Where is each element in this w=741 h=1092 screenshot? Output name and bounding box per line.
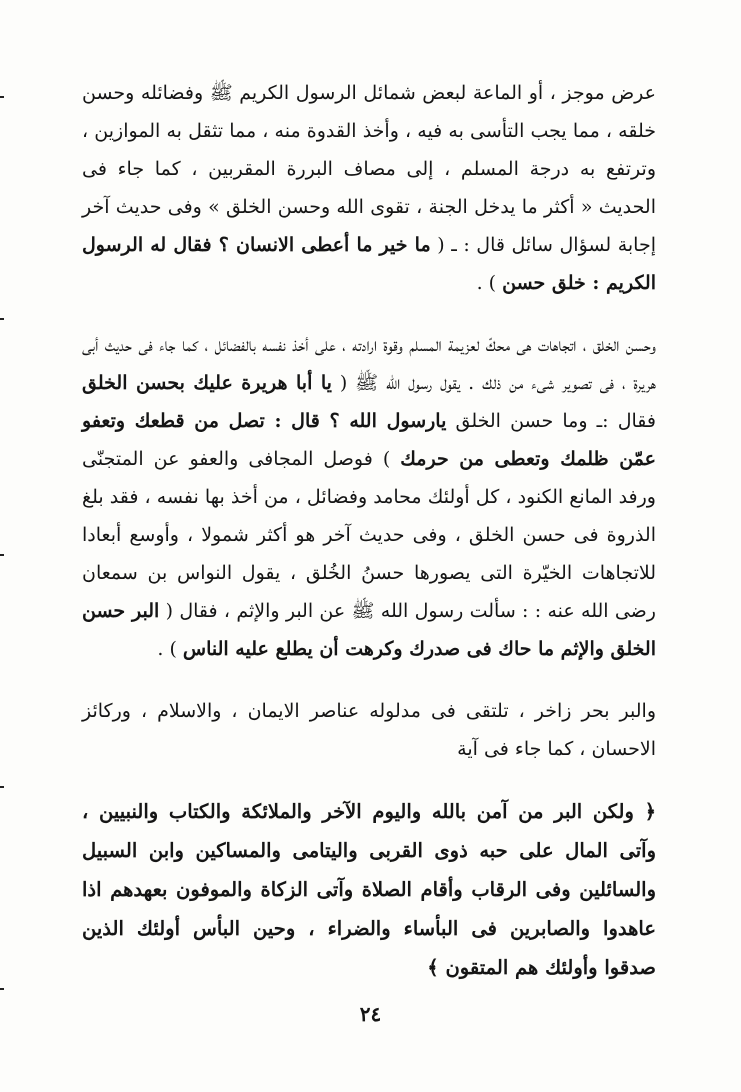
- paragraph-good-character: [82, 326, 656, 668]
- paragraph-intro: [82, 74, 656, 302]
- scan-edge-mark: [0, 786, 4, 788]
- hadith-birr-ithm: البر حسن الخلق والإثم ما حاك فى صدرك وكرهت أن يطلع عليه الناس: [82, 600, 656, 660]
- paragraph-good-character-text-1: وحسن الخلق ، اتجاهات هى محكّ لعزيمة المسلم وقوة ارادته ، على أخذ نفسه بالفضائل ، كما جاء فى حديث أبى هريرة ، فى تصوير شىء من ذلك . يقول رسول الله ﷺ (: [82, 334, 656, 394]
- hadith-best-gift: ما خير ما أعطى الانسان ؟ فقال له الرسول الكريم : خلق حسن: [82, 234, 656, 294]
- hadith-abu-hurayra: يا أبا هريرة عليك بحسن الخلق: [82, 372, 332, 394]
- paragraph-good-character-text-4: ) .: [157, 638, 183, 660]
- quran-verse-quote: ﴿ ولكن البر من آمن بالله واليوم الآخر والملائكة والكتاب والنبيين ، وآتى المال على حبه ذوى القربى واليتامى والمساكين وابن السبيل والسائلين وفى الرقاب وأقام الصلاة وآتى الزكاة والموفون بعهدهم اذا عاهدوا والصابرين فى البأساء والضراء ، وحين البأس أولئك الذين صدقوا وأولئك هم المتقون ﴾: [82, 800, 656, 979]
- paragraph-birr-text: والبر بحر زاخر ، تلتقى فى مدلوله عناصر الايمان ، والاسلام ، وركائز الاحسان ، كما جاء فى آية: [82, 700, 656, 760]
- paragraph-intro-text-1: عرض موجز ، أو الماعة لبعض شمائل الرسول الكريم ﷺ وفضائله وحسن خلقه ، مما يجب التأسى به فيه ، وأخذ القدوة منه ، مما تثقل به الموازين ، وترتفع به درجة المسلم ، إلى مصاف البررة المقربين ، كما جاء فى الحديث « أكثر ما يدخل الجنة ، تقوى الله وحسن الخلق » وفى حديث آخر إجابة لسؤال سائل قال : ـ (: [82, 82, 656, 256]
- scan-edge-mark: [0, 318, 4, 320]
- paragraph-gap: [82, 302, 656, 326]
- paragraph-birr: [82, 692, 656, 768]
- paragraph-good-character-text-3: ) فوصل المجافى والعفو عن المتجنّى ورفد المانع الكنود ، كل أولئك محامد وفضائل ، من أخذ بها نفسه ، فقد بلغ الذروة فى حسن الخلق ، وفى حديث آخر هو أكثر شمولا ، وأوسع أبعادا للاتجاهات الخيّرة التى يصورها حسنُ الخُلق ، يقول النواس بن سمعان رضى الله عنه : : سألت رسول الله ﷺ عن البر والإثم ، فقال (: [82, 448, 656, 622]
- scan-edge-mark: [0, 96, 4, 98]
- paragraph-good-character-text-2: فقال :ـ وما حسن الخلق: [446, 410, 656, 432]
- scan-edge-mark: [0, 554, 4, 556]
- hadith-forgiveness: يارسول الله ؟ قال : تصل من قطعك وتعفو عمّن ظلمك وتعطى من حرمك: [82, 410, 656, 470]
- paragraph-intro-text-2: ) .: [476, 272, 503, 294]
- paragraph-gap: [82, 668, 656, 692]
- page-body: [82, 74, 656, 987]
- paragraph-gap: [82, 768, 656, 792]
- scan-edge-mark: [0, 988, 4, 990]
- page-number: ٢٤: [359, 1002, 382, 1026]
